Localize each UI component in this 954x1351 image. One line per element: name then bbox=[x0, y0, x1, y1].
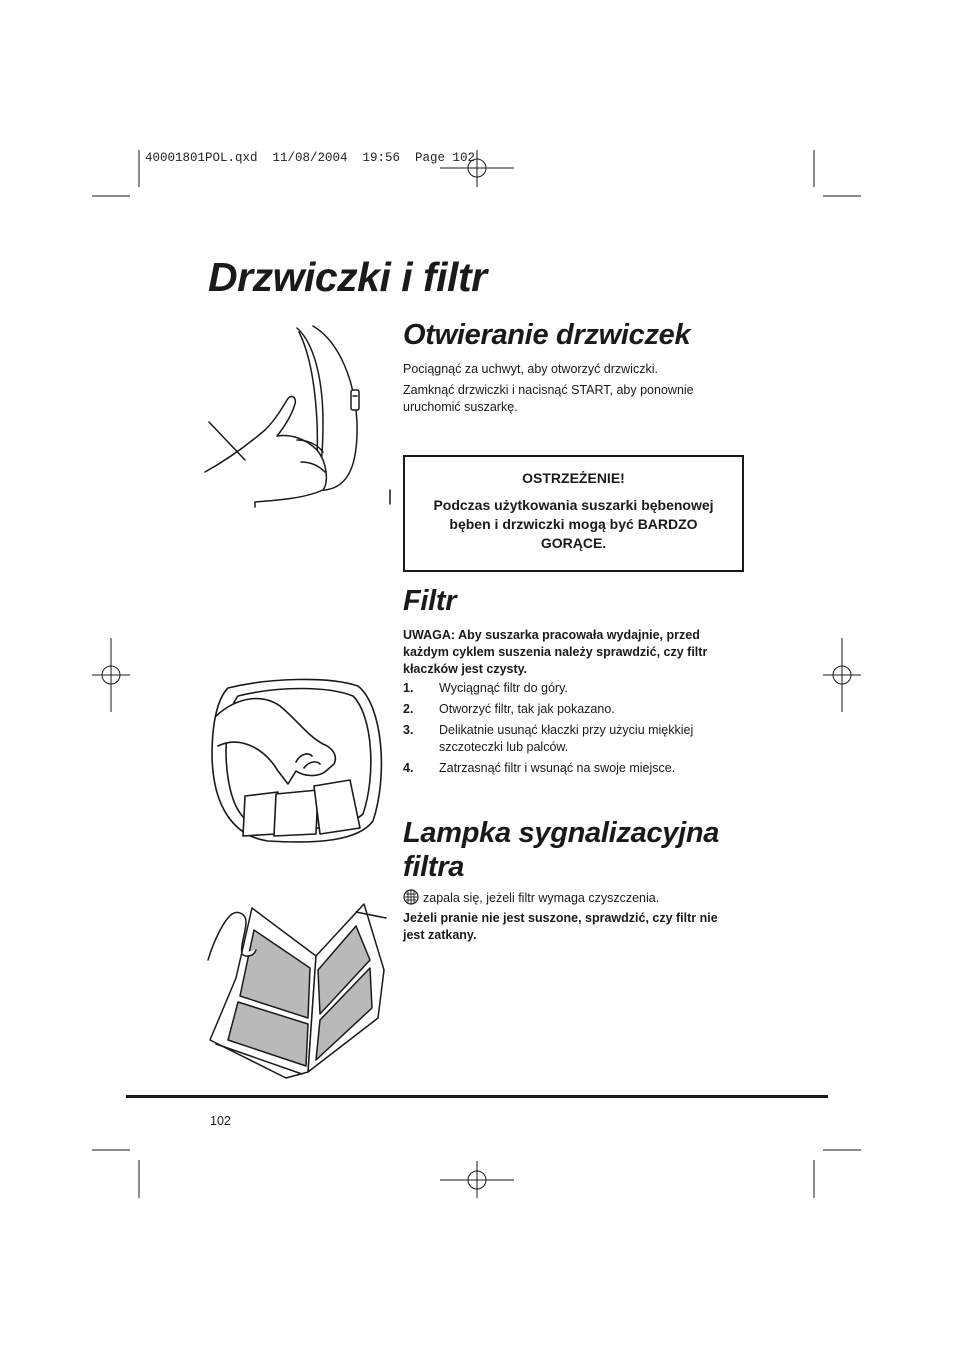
list-item bbox=[403, 760, 743, 777]
step-number: 4. bbox=[403, 761, 414, 775]
print-slug: 40001801POL.qxd 11/08/2004 19:56 Page 102 bbox=[145, 151, 476, 165]
page-number: 102 bbox=[210, 1114, 231, 1128]
door-opening-illustration bbox=[205, 322, 395, 507]
step-text: Wyciągnąć filtr do góry. bbox=[439, 681, 568, 695]
filter-heading: Filtr bbox=[403, 585, 457, 617]
step-number: 1. bbox=[403, 681, 414, 695]
step-number: 3. bbox=[403, 723, 414, 737]
door-open-text: Pociągnąć za uchwyt, aby otworzyć drzwiczki. bbox=[403, 362, 658, 376]
step-text: Zatrzasnąć filtr i wsunąć na swoje miejsce. bbox=[439, 761, 676, 775]
door-heading: Otwieranie drzwiczek bbox=[403, 319, 691, 351]
step-text: Otworzyć filtr, tak jak pokazano. bbox=[439, 702, 615, 716]
list-item bbox=[403, 701, 743, 718]
filter-pull-illustration bbox=[208, 676, 388, 846]
lamp-heading: Lampka sygnalizacyjna filtra bbox=[403, 817, 720, 883]
step-number: 2. bbox=[403, 702, 414, 716]
warning-title: OSTRZEŻENIE! bbox=[522, 470, 625, 486]
filter-steps-list bbox=[403, 680, 743, 781]
list-item bbox=[403, 722, 743, 756]
warning-box bbox=[403, 455, 744, 572]
step-text: Delikatnie usunąć kłaczki przy użyciu miękkiej szczoteczki lub palców. bbox=[439, 723, 694, 754]
filter-note: UWAGA: Aby suszarka pracowała wydajnie, przed każdym cyklem suszenia należy sprawdzić, czy filtr kłaczków jest czysty. bbox=[403, 628, 708, 676]
lamp-text-span: zapala się, jeżeli filtr wymaga czyszczenia. bbox=[423, 891, 660, 905]
page-title: Drzwiczki i filtr bbox=[208, 254, 487, 300]
footer-rule bbox=[126, 1095, 828, 1098]
lamp-text bbox=[403, 889, 743, 907]
open-filter-illustration bbox=[206, 900, 396, 1082]
lamp-warning-text: Jeżeli pranie nie jest suszone, sprawdzić, czy filtr nie jest zatkany. bbox=[403, 911, 718, 942]
filter-lamp-icon bbox=[403, 889, 419, 905]
warning-body: Podczas użytkowania suszarki bębenowej bęben i drzwiczki mogą być BARDZO GORĄCE. bbox=[433, 497, 714, 551]
list-item bbox=[403, 680, 743, 697]
door-close-text: Zamknąć drzwiczki i nacisnąć START, aby ponownie uruchomić suszarkę. bbox=[403, 383, 694, 414]
